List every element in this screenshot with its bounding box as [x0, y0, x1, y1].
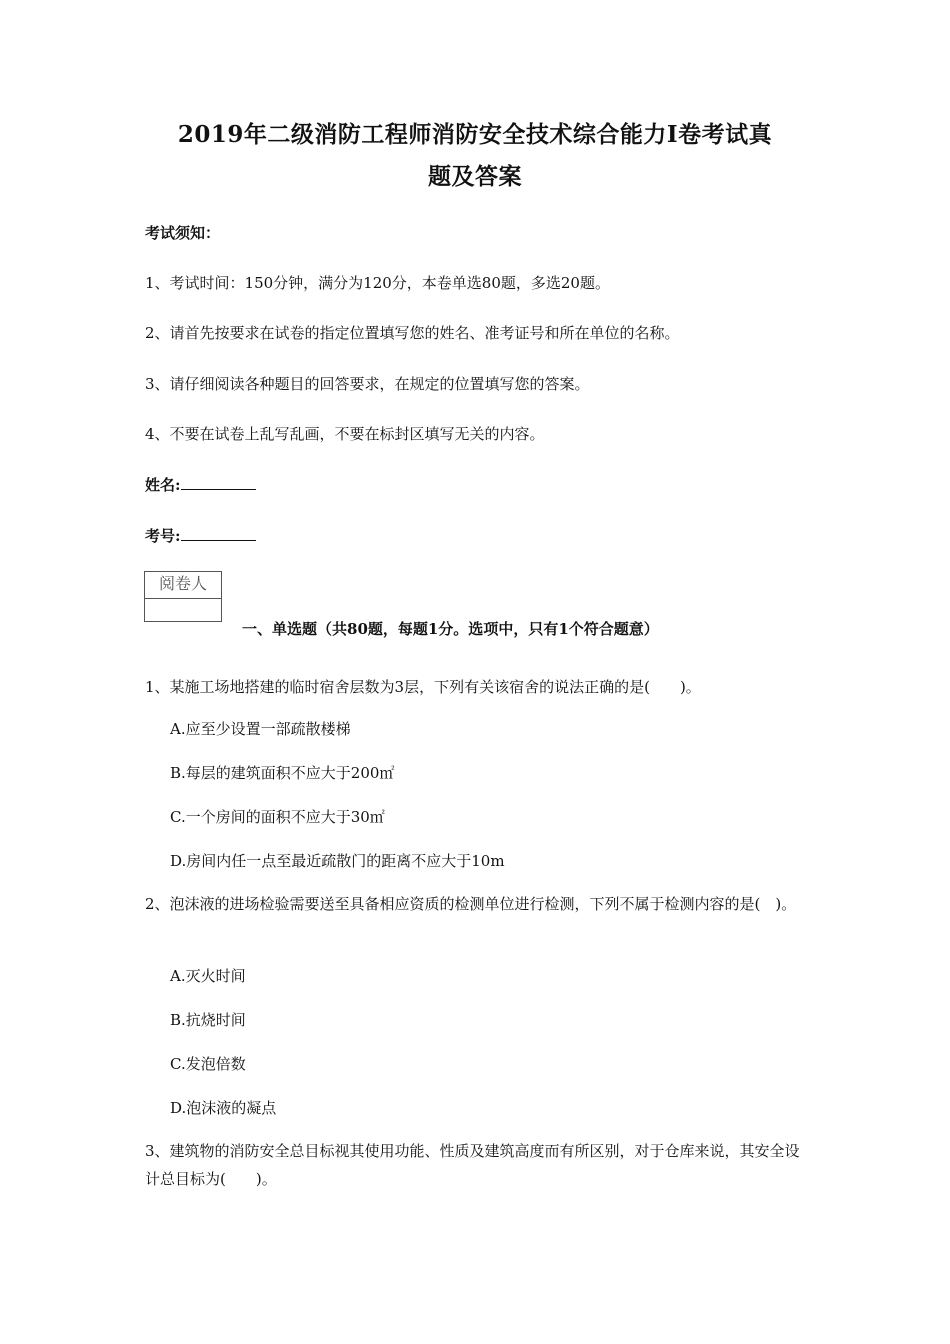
question-2-option-d: D.泡沫液的凝点 [170, 1099, 277, 1117]
notice-item-3: 3、请仔细阅读各种题目的回答要求，在规定的位置填写您的答案。 [145, 375, 590, 393]
grader-signature-cell[interactable] [145, 599, 221, 621]
exam-no-blank[interactable] [181, 526, 256, 541]
notice-heading: 考试须知： [145, 224, 221, 242]
document-title-line-2: 题及答案 [428, 163, 522, 190]
question-1-option-d: D.房间内任一点至最近疏散门的距离不应大于10m [170, 852, 505, 870]
question-3-stem: 3、建筑物的消防安全总目标视其使用功能、性质及建筑高度而有所区别，对于仓库来说，其安全设计总目标为( )。 [145, 1142, 800, 1188]
question-1-option-b: B.每层的建筑面积不应大于200㎡ [170, 764, 395, 782]
question-1-option-c: C.一个房间的面积不应大于30㎡ [170, 808, 385, 826]
exam-no-field [145, 526, 256, 546]
document-title-line-1: 2019年二级消防工程师消防安全技术综合能力I卷考试真 [177, 121, 773, 148]
question-2-option-c: C.发泡倍数 [170, 1055, 246, 1073]
question-1-stem: 1、某施工场地搭建的临时宿舍层数为3层，下列有关该宿舍的说法正确的是( )。 [145, 678, 701, 696]
name-label: 姓名: [145, 476, 181, 494]
question-2-stem: 2、泡沫液的进场检验需要送至具备相应资质的检测单位进行检测，下列不属于检测内容的是( )。 [145, 895, 797, 913]
question-2-option-b: B.抗烧时间 [170, 1011, 246, 1029]
grader-box [144, 571, 222, 622]
question-2-option-a: A.灭火时间 [170, 967, 246, 985]
notice-item-1: 1、考试时间：150分钟，满分为120分，本卷单选80题，多选20题。 [145, 274, 610, 292]
grader-label: 阅卷人 [145, 572, 221, 599]
exam-no-label: 考号: [145, 527, 181, 545]
notice-item-4: 4、不要在试卷上乱写乱画，不要在标封区填写无关的内容。 [145, 425, 545, 443]
notice-item-2: 2、请首先按要求在试卷的指定位置填写您的姓名、准考证号和所在单位的名称。 [145, 324, 680, 342]
section-heading: 一、单选题（共80题，每题1分。选项中，只有1个符合题意） [242, 620, 659, 638]
question-1-option-a: A.应至少设置一部疏散楼梯 [170, 720, 351, 738]
name-field [145, 475, 256, 495]
name-blank[interactable] [181, 475, 256, 490]
